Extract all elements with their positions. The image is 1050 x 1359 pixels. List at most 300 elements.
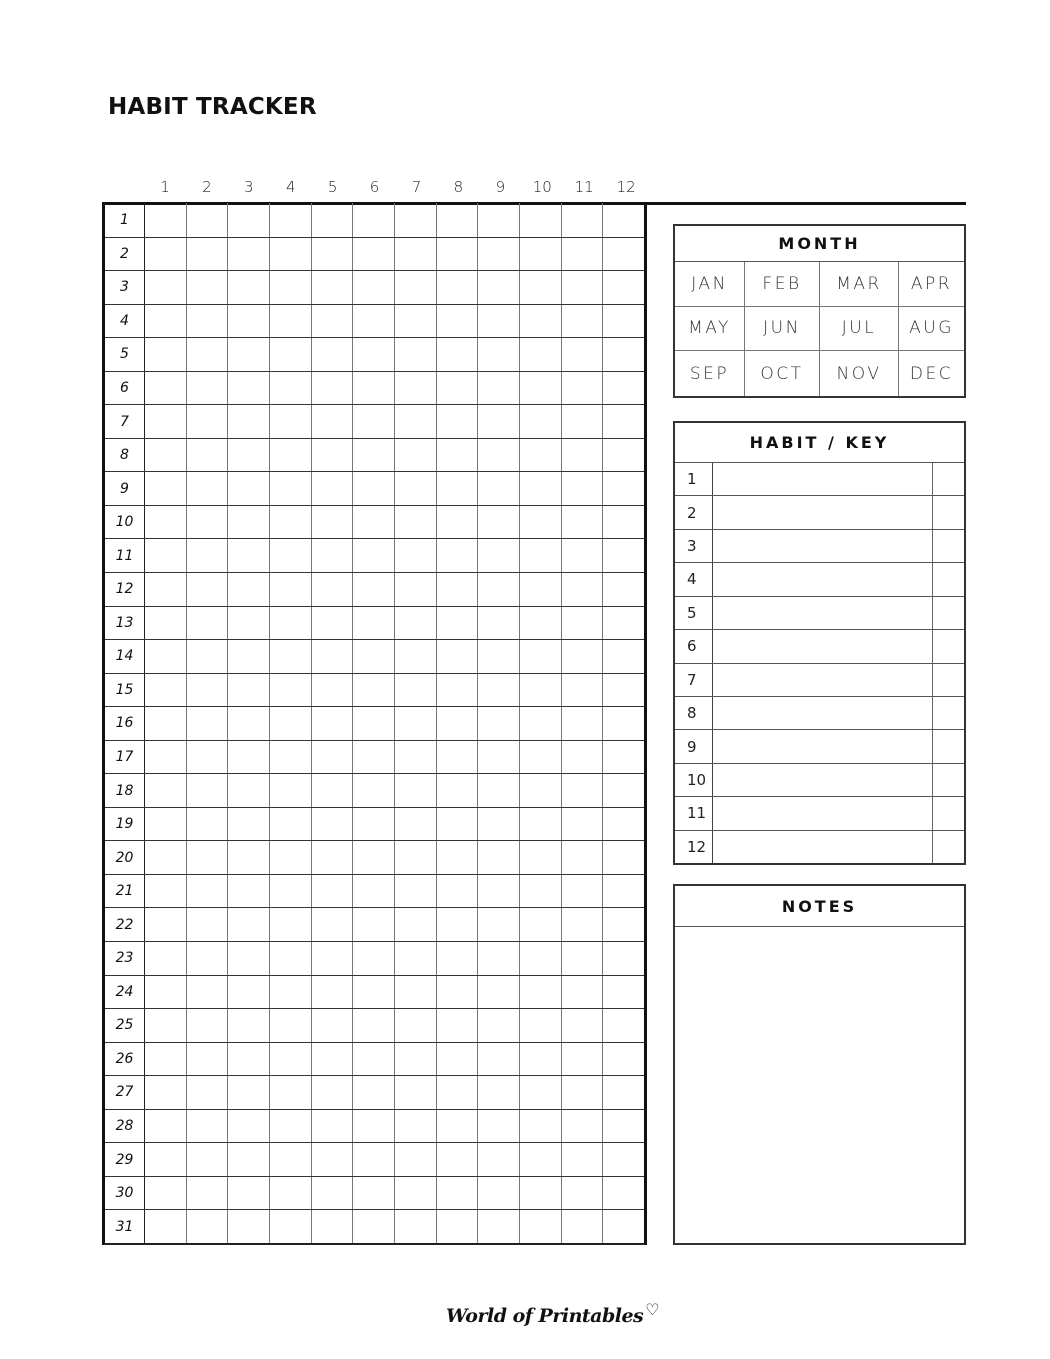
habit-cell[interactable] bbox=[520, 338, 562, 371]
habit-cell[interactable] bbox=[228, 1043, 270, 1076]
habit-cell[interactable] bbox=[395, 573, 437, 606]
habit-name-field[interactable] bbox=[713, 697, 933, 729]
habit-cell[interactable] bbox=[603, 305, 644, 338]
habit-cell[interactable] bbox=[312, 539, 354, 572]
habit-cell[interactable] bbox=[395, 1076, 437, 1109]
habit-cell[interactable] bbox=[562, 1043, 604, 1076]
habit-cell[interactable] bbox=[145, 741, 187, 774]
habit-cell[interactable] bbox=[312, 808, 354, 841]
habit-cell[interactable] bbox=[478, 1210, 520, 1243]
habit-cell[interactable] bbox=[228, 607, 270, 640]
habit-cell[interactable] bbox=[562, 506, 604, 539]
habit-cell[interactable] bbox=[353, 573, 395, 606]
habit-cell[interactable] bbox=[395, 1143, 437, 1176]
habit-cell[interactable] bbox=[478, 607, 520, 640]
habit-cell[interactable] bbox=[270, 305, 312, 338]
habit-cell[interactable] bbox=[562, 908, 604, 941]
habit-cell[interactable] bbox=[353, 472, 395, 505]
habit-cell[interactable] bbox=[353, 774, 395, 807]
habit-cell[interactable] bbox=[562, 607, 604, 640]
habit-cell[interactable] bbox=[520, 439, 562, 472]
habit-cell[interactable] bbox=[353, 203, 395, 237]
habit-cell[interactable] bbox=[437, 1210, 479, 1243]
habit-cell[interactable] bbox=[520, 472, 562, 505]
habit-cell[interactable] bbox=[478, 741, 520, 774]
habit-cell[interactable] bbox=[228, 405, 270, 438]
habit-cell[interactable] bbox=[603, 1076, 644, 1109]
habit-cell[interactable] bbox=[437, 238, 479, 271]
habit-cell[interactable] bbox=[187, 472, 229, 505]
habit-cell[interactable] bbox=[187, 1043, 229, 1076]
habit-cell[interactable] bbox=[478, 1043, 520, 1076]
habit-cell[interactable] bbox=[312, 674, 354, 707]
habit-cell[interactable] bbox=[228, 1110, 270, 1143]
habit-cell[interactable] bbox=[395, 472, 437, 505]
habit-cell[interactable] bbox=[145, 908, 187, 941]
habit-key-symbol-field[interactable] bbox=[933, 797, 964, 829]
habit-cell[interactable] bbox=[353, 506, 395, 539]
habit-cell[interactable] bbox=[312, 1076, 354, 1109]
habit-cell[interactable] bbox=[145, 1043, 187, 1076]
habit-cell[interactable] bbox=[603, 439, 644, 472]
habit-cell[interactable] bbox=[603, 1110, 644, 1143]
habit-cell[interactable] bbox=[603, 506, 644, 539]
habit-cell[interactable] bbox=[312, 942, 354, 975]
habit-cell[interactable] bbox=[437, 1009, 479, 1042]
habit-cell[interactable] bbox=[437, 1177, 479, 1210]
habit-cell[interactable] bbox=[145, 674, 187, 707]
habit-cell[interactable] bbox=[145, 472, 187, 505]
habit-cell[interactable] bbox=[520, 1110, 562, 1143]
habit-cell[interactable] bbox=[437, 1043, 479, 1076]
habit-cell[interactable] bbox=[187, 741, 229, 774]
habit-cell[interactable] bbox=[312, 372, 354, 405]
habit-cell[interactable] bbox=[353, 942, 395, 975]
habit-cell[interactable] bbox=[270, 506, 312, 539]
habit-cell[interactable] bbox=[312, 506, 354, 539]
habit-cell[interactable] bbox=[520, 607, 562, 640]
habit-cell[interactable] bbox=[145, 372, 187, 405]
habit-cell[interactable] bbox=[437, 405, 479, 438]
habit-cell[interactable] bbox=[562, 808, 604, 841]
habit-name-field[interactable] bbox=[713, 563, 933, 595]
habit-cell[interactable] bbox=[228, 942, 270, 975]
habit-name-field[interactable] bbox=[713, 530, 933, 562]
habit-cell[interactable] bbox=[395, 908, 437, 941]
habit-name-field[interactable] bbox=[713, 831, 933, 863]
habit-cell[interactable] bbox=[228, 1076, 270, 1109]
habit-cell[interactable] bbox=[562, 1110, 604, 1143]
habit-cell[interactable] bbox=[395, 1043, 437, 1076]
habit-cell[interactable] bbox=[562, 741, 604, 774]
habit-cell[interactable] bbox=[437, 875, 479, 908]
habit-cell[interactable] bbox=[478, 908, 520, 941]
habit-cell[interactable] bbox=[353, 238, 395, 271]
habit-cell[interactable] bbox=[353, 640, 395, 673]
habit-cell[interactable] bbox=[145, 305, 187, 338]
habit-cell[interactable] bbox=[603, 640, 644, 673]
habit-cell[interactable] bbox=[520, 372, 562, 405]
habit-cell[interactable] bbox=[187, 808, 229, 841]
habit-cell[interactable] bbox=[353, 338, 395, 371]
habit-cell[interactable] bbox=[312, 573, 354, 606]
month-option[interactable]: JUN bbox=[745, 307, 820, 352]
habit-cell[interactable] bbox=[603, 674, 644, 707]
habit-key-symbol-field[interactable] bbox=[933, 530, 964, 562]
habit-cell[interactable] bbox=[353, 1177, 395, 1210]
habit-cell[interactable] bbox=[562, 1210, 604, 1243]
habit-cell[interactable] bbox=[437, 338, 479, 371]
habit-cell[interactable] bbox=[145, 808, 187, 841]
habit-cell[interactable] bbox=[520, 405, 562, 438]
habit-cell[interactable] bbox=[312, 305, 354, 338]
habit-key-symbol-field[interactable] bbox=[933, 563, 964, 595]
habit-cell[interactable] bbox=[187, 1076, 229, 1109]
habit-cell[interactable] bbox=[478, 372, 520, 405]
habit-cell[interactable] bbox=[520, 1076, 562, 1109]
habit-cell[interactable] bbox=[520, 1043, 562, 1076]
habit-cell[interactable] bbox=[520, 976, 562, 1009]
habit-cell[interactable] bbox=[395, 808, 437, 841]
habit-cell[interactable] bbox=[145, 942, 187, 975]
habit-cell[interactable] bbox=[437, 1110, 479, 1143]
habit-cell[interactable] bbox=[228, 976, 270, 1009]
habit-cell[interactable] bbox=[270, 1210, 312, 1243]
habit-cell[interactable] bbox=[562, 1076, 604, 1109]
habit-cell[interactable] bbox=[603, 238, 644, 271]
habit-cell[interactable] bbox=[520, 707, 562, 740]
habit-cell[interactable] bbox=[228, 1210, 270, 1243]
habit-cell[interactable] bbox=[353, 707, 395, 740]
habit-cell[interactable] bbox=[437, 674, 479, 707]
habit-cell[interactable] bbox=[395, 439, 437, 472]
habit-cell[interactable] bbox=[478, 707, 520, 740]
habit-cell[interactable] bbox=[520, 203, 562, 237]
habit-cell[interactable] bbox=[437, 976, 479, 1009]
habit-cell[interactable] bbox=[145, 1143, 187, 1176]
habit-cell[interactable] bbox=[395, 405, 437, 438]
habit-cell[interactable] bbox=[187, 640, 229, 673]
habit-cell[interactable] bbox=[562, 271, 604, 304]
habit-cell[interactable] bbox=[603, 405, 644, 438]
habit-cell[interactable] bbox=[270, 1009, 312, 1042]
habit-key-symbol-field[interactable] bbox=[933, 697, 964, 729]
habit-cell[interactable] bbox=[395, 203, 437, 237]
habit-cell[interactable] bbox=[228, 875, 270, 908]
habit-cell[interactable] bbox=[270, 573, 312, 606]
habit-cell[interactable] bbox=[312, 338, 354, 371]
habit-cell[interactable] bbox=[270, 539, 312, 572]
habit-cell[interactable] bbox=[478, 305, 520, 338]
habit-cell[interactable] bbox=[312, 203, 354, 237]
habit-cell[interactable] bbox=[145, 1009, 187, 1042]
habit-cell[interactable] bbox=[228, 1177, 270, 1210]
habit-cell[interactable] bbox=[478, 1009, 520, 1042]
habit-key-symbol-field[interactable] bbox=[933, 463, 964, 495]
habit-cell[interactable] bbox=[187, 203, 229, 237]
habit-cell[interactable] bbox=[562, 640, 604, 673]
habit-cell[interactable] bbox=[562, 774, 604, 807]
habit-cell[interactable] bbox=[187, 338, 229, 371]
habit-cell[interactable] bbox=[478, 573, 520, 606]
habit-cell[interactable] bbox=[228, 305, 270, 338]
habit-cell[interactable] bbox=[145, 439, 187, 472]
habit-cell[interactable] bbox=[562, 841, 604, 874]
habit-cell[interactable] bbox=[270, 774, 312, 807]
habit-cell[interactable] bbox=[187, 305, 229, 338]
habit-cell[interactable] bbox=[353, 808, 395, 841]
habit-cell[interactable] bbox=[478, 1110, 520, 1143]
habit-cell[interactable] bbox=[437, 841, 479, 874]
habit-cell[interactable] bbox=[270, 1043, 312, 1076]
habit-key-symbol-field[interactable] bbox=[933, 764, 964, 796]
habit-cell[interactable] bbox=[478, 405, 520, 438]
habit-cell[interactable] bbox=[312, 774, 354, 807]
habit-cell[interactable] bbox=[603, 976, 644, 1009]
habit-cell[interactable] bbox=[228, 674, 270, 707]
habit-cell[interactable] bbox=[603, 203, 644, 237]
habit-cell[interactable] bbox=[187, 674, 229, 707]
habit-cell[interactable] bbox=[395, 372, 437, 405]
habit-name-field[interactable] bbox=[713, 496, 933, 528]
habit-cell[interactable] bbox=[228, 573, 270, 606]
habit-cell[interactable] bbox=[520, 1009, 562, 1042]
habit-cell[interactable] bbox=[520, 841, 562, 874]
habit-cell[interactable] bbox=[228, 372, 270, 405]
habit-cell[interactable] bbox=[437, 1143, 479, 1176]
habit-cell[interactable] bbox=[395, 841, 437, 874]
habit-cell[interactable] bbox=[478, 674, 520, 707]
habit-cell[interactable] bbox=[270, 405, 312, 438]
habit-cell[interactable] bbox=[603, 1143, 644, 1176]
habit-cell[interactable] bbox=[603, 573, 644, 606]
habit-cell[interactable] bbox=[478, 1076, 520, 1109]
habit-cell[interactable] bbox=[145, 506, 187, 539]
habit-cell[interactable] bbox=[353, 1210, 395, 1243]
habit-cell[interactable] bbox=[270, 472, 312, 505]
habit-cell[interactable] bbox=[312, 875, 354, 908]
habit-cell[interactable] bbox=[437, 774, 479, 807]
habit-cell[interactable] bbox=[145, 338, 187, 371]
habit-cell[interactable] bbox=[603, 774, 644, 807]
habit-cell[interactable] bbox=[270, 271, 312, 304]
habit-cell[interactable] bbox=[270, 640, 312, 673]
habit-cell[interactable] bbox=[437, 372, 479, 405]
habit-cell[interactable] bbox=[228, 741, 270, 774]
habit-cell[interactable] bbox=[270, 338, 312, 371]
habit-cell[interactable] bbox=[312, 741, 354, 774]
habit-cell[interactable] bbox=[520, 1177, 562, 1210]
habit-cell[interactable] bbox=[562, 539, 604, 572]
habit-cell[interactable] bbox=[562, 1009, 604, 1042]
habit-cell[interactable] bbox=[603, 607, 644, 640]
habit-cell[interactable] bbox=[187, 707, 229, 740]
habit-cell[interactable] bbox=[187, 875, 229, 908]
habit-cell[interactable] bbox=[437, 573, 479, 606]
notes-area[interactable] bbox=[675, 927, 964, 1243]
habit-cell[interactable] bbox=[520, 875, 562, 908]
habit-cell[interactable] bbox=[145, 707, 187, 740]
habit-cell[interactable] bbox=[353, 841, 395, 874]
habit-cell[interactable] bbox=[437, 506, 479, 539]
month-option[interactable]: SEP bbox=[675, 351, 745, 396]
habit-cell[interactable] bbox=[395, 238, 437, 271]
month-option[interactable]: NOV bbox=[820, 351, 899, 396]
habit-cell[interactable] bbox=[187, 506, 229, 539]
habit-cell[interactable] bbox=[187, 774, 229, 807]
habit-key-symbol-field[interactable] bbox=[933, 664, 964, 696]
habit-cell[interactable] bbox=[562, 238, 604, 271]
habit-cell[interactable] bbox=[395, 539, 437, 572]
habit-cell[interactable] bbox=[395, 640, 437, 673]
habit-key-symbol-field[interactable] bbox=[933, 831, 964, 863]
habit-cell[interactable] bbox=[603, 1009, 644, 1042]
habit-cell[interactable] bbox=[478, 1143, 520, 1176]
habit-cell[interactable] bbox=[603, 372, 644, 405]
habit-cell[interactable] bbox=[437, 539, 479, 572]
habit-cell[interactable] bbox=[520, 774, 562, 807]
habit-key-symbol-field[interactable] bbox=[933, 496, 964, 528]
habit-cell[interactable] bbox=[353, 908, 395, 941]
habit-cell[interactable] bbox=[312, 1210, 354, 1243]
habit-cell[interactable] bbox=[395, 741, 437, 774]
habit-cell[interactable] bbox=[603, 1043, 644, 1076]
habit-cell[interactable] bbox=[562, 203, 604, 237]
habit-cell[interactable] bbox=[478, 942, 520, 975]
habit-cell[interactable] bbox=[353, 305, 395, 338]
habit-name-field[interactable] bbox=[713, 630, 933, 662]
habit-cell[interactable] bbox=[228, 808, 270, 841]
habit-cell[interactable] bbox=[562, 942, 604, 975]
habit-cell[interactable] bbox=[562, 472, 604, 505]
habit-cell[interactable] bbox=[145, 271, 187, 304]
habit-cell[interactable] bbox=[353, 372, 395, 405]
habit-cell[interactable] bbox=[270, 808, 312, 841]
month-option[interactable]: AUG bbox=[899, 307, 964, 352]
habit-name-field[interactable] bbox=[713, 730, 933, 762]
habit-cell[interactable] bbox=[603, 808, 644, 841]
habit-cell[interactable] bbox=[270, 908, 312, 941]
habit-cell[interactable] bbox=[603, 338, 644, 371]
habit-cell[interactable] bbox=[228, 774, 270, 807]
habit-cell[interactable] bbox=[312, 1110, 354, 1143]
habit-cell[interactable] bbox=[145, 1210, 187, 1243]
habit-name-field[interactable] bbox=[713, 797, 933, 829]
habit-cell[interactable] bbox=[562, 338, 604, 371]
month-option[interactable]: DEC bbox=[909, 363, 954, 384]
habit-cell[interactable] bbox=[228, 439, 270, 472]
habit-cell[interactable] bbox=[145, 405, 187, 438]
habit-cell[interactable] bbox=[270, 741, 312, 774]
habit-cell[interactable] bbox=[270, 607, 312, 640]
habit-cell[interactable] bbox=[270, 372, 312, 405]
habit-cell[interactable] bbox=[478, 774, 520, 807]
habit-cell[interactable] bbox=[228, 841, 270, 874]
habit-cell[interactable] bbox=[520, 908, 562, 941]
habit-cell[interactable] bbox=[603, 908, 644, 941]
habit-cell[interactable] bbox=[562, 1177, 604, 1210]
habit-cell[interactable] bbox=[145, 203, 187, 237]
habit-cell[interactable] bbox=[312, 405, 354, 438]
habit-cell[interactable] bbox=[353, 741, 395, 774]
habit-name-field[interactable] bbox=[713, 597, 933, 629]
habit-cell[interactable] bbox=[478, 472, 520, 505]
habit-cell[interactable] bbox=[270, 439, 312, 472]
habit-cell[interactable] bbox=[353, 607, 395, 640]
habit-cell[interactable] bbox=[562, 573, 604, 606]
habit-cell[interactable] bbox=[187, 1177, 229, 1210]
habit-cell[interactable] bbox=[312, 1143, 354, 1176]
habit-cell[interactable] bbox=[270, 203, 312, 237]
habit-cell[interactable] bbox=[187, 1143, 229, 1176]
habit-cell[interactable] bbox=[478, 1177, 520, 1210]
habit-cell[interactable] bbox=[187, 1210, 229, 1243]
habit-cell[interactable] bbox=[437, 203, 479, 237]
habit-cell[interactable] bbox=[520, 1143, 562, 1176]
habit-cell[interactable] bbox=[187, 1110, 229, 1143]
habit-cell[interactable] bbox=[228, 640, 270, 673]
habit-cell[interactable] bbox=[395, 506, 437, 539]
habit-cell[interactable] bbox=[145, 573, 187, 606]
habit-cell[interactable] bbox=[478, 875, 520, 908]
habit-cell[interactable] bbox=[395, 875, 437, 908]
habit-cell[interactable] bbox=[270, 674, 312, 707]
habit-cell[interactable] bbox=[228, 506, 270, 539]
habit-cell[interactable] bbox=[270, 841, 312, 874]
habit-cell[interactable] bbox=[145, 539, 187, 572]
habit-cell[interactable] bbox=[520, 640, 562, 673]
habit-cell[interactable] bbox=[603, 741, 644, 774]
habit-cell[interactable] bbox=[270, 875, 312, 908]
habit-cell[interactable] bbox=[228, 539, 270, 572]
habit-cell[interactable] bbox=[437, 1076, 479, 1109]
month-option[interactable]: MAY bbox=[675, 307, 745, 352]
habit-cell[interactable] bbox=[437, 472, 479, 505]
habit-cell[interactable] bbox=[520, 271, 562, 304]
habit-cell[interactable] bbox=[520, 1210, 562, 1243]
habit-cell[interactable] bbox=[478, 640, 520, 673]
habit-cell[interactable] bbox=[437, 942, 479, 975]
habit-cell[interactable] bbox=[520, 539, 562, 572]
month-option[interactable]: APR bbox=[899, 262, 964, 307]
habit-cell[interactable] bbox=[437, 808, 479, 841]
habit-cell[interactable] bbox=[312, 1043, 354, 1076]
habit-cell[interactable] bbox=[145, 976, 187, 1009]
habit-cell[interactable] bbox=[395, 1110, 437, 1143]
habit-name-field[interactable] bbox=[713, 463, 933, 495]
habit-cell[interactable] bbox=[603, 539, 644, 572]
habit-cell[interactable] bbox=[520, 305, 562, 338]
habit-cell[interactable] bbox=[603, 472, 644, 505]
habit-cell[interactable] bbox=[520, 506, 562, 539]
habit-cell[interactable] bbox=[478, 338, 520, 371]
habit-cell[interactable] bbox=[187, 573, 229, 606]
habit-cell[interactable] bbox=[478, 841, 520, 874]
habit-cell[interactable] bbox=[562, 305, 604, 338]
habit-cell[interactable] bbox=[562, 1143, 604, 1176]
habit-cell[interactable] bbox=[353, 1009, 395, 1042]
habit-key-symbol-field[interactable] bbox=[933, 730, 964, 762]
habit-cell[interactable] bbox=[603, 271, 644, 304]
habit-cell[interactable] bbox=[270, 238, 312, 271]
habit-cell[interactable] bbox=[228, 1009, 270, 1042]
habit-cell[interactable] bbox=[312, 976, 354, 1009]
habit-cell[interactable] bbox=[145, 774, 187, 807]
habit-cell[interactable] bbox=[520, 808, 562, 841]
habit-cell[interactable] bbox=[312, 908, 354, 941]
habit-cell[interactable] bbox=[520, 741, 562, 774]
habit-cell[interactable] bbox=[312, 1009, 354, 1042]
